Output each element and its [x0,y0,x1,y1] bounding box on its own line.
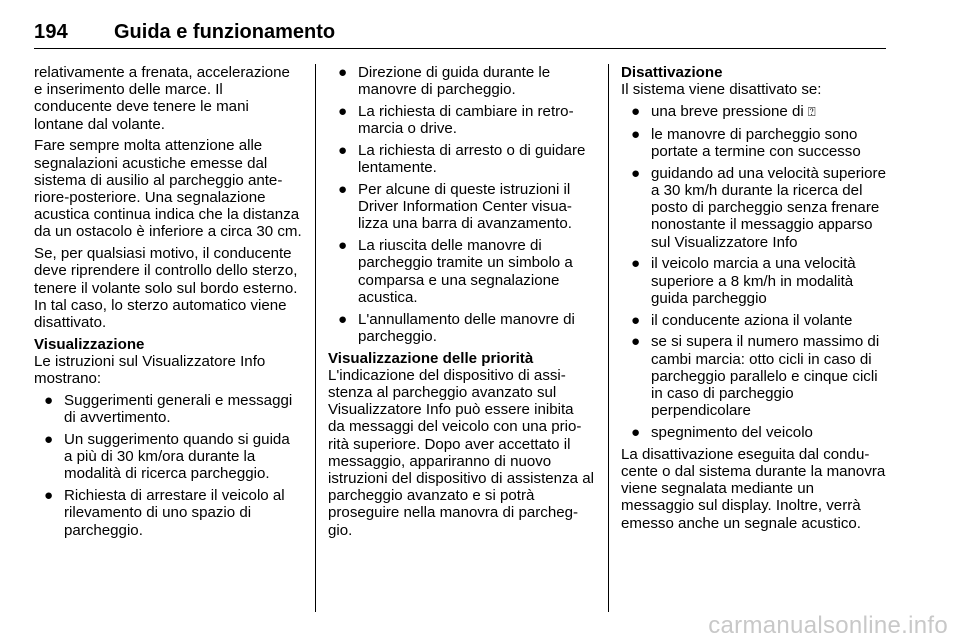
list-item [328,103,594,137]
bullet-icon: ● [631,424,641,442]
list-item [621,165,889,251]
list-item-text: Richiesta di arrestare il veicolo al rilevamento di uno spazio di parcheggio. [64,487,285,539]
bullet-icon: ● [631,255,641,273]
bullet-icon: ● [631,103,641,120]
bullet-icon: ● [338,181,348,198]
list-item-text: La richiesta di cambiare in retromarcia o drive. [358,103,574,138]
section-heading: Visualizzazione delle priorità [328,349,534,367]
list-item [328,311,594,345]
list-item-text: La richiesta di arresto o di guidare lentamente. [358,142,586,177]
list-item-text: Direzione di guida durante le manovre di parcheggio. [358,64,551,99]
section-heading: Disattivazione [621,64,723,81]
section-heading: Visualizzazione [34,335,145,353]
paragraph: Fare sempre molta attenzione alle segnalazioni acustiche emesse dal sistema di ausilio al parcheggio anteriore-posteriore. Una segnalazione acustica continua indica che la distanza da un ostacolo è inferiore a circa 30 cm. [34,137,302,241]
list-item-text: il veicolo marcia a una velocità superiore a 8 km/h in modalità guida parcheggio [651,255,856,307]
paragraph: relativamente a frenata, accelerazione e inserimento delle marce. Il conducente deve tenere le mani lontane dal volante. [34,64,290,133]
bullet-icon: ● [338,310,348,328]
paragraph: L'indicazione del dispositivo di assistenza al parcheggio avanzato sul Visualizzatore Info può essere inibita da messaggi del veicolo con una priorità superiore. Dopo aver accettato il messaggio, appariranno di nuovo istruzioni del dispositivo di assistenza al parcheggio avanzato e si potrà proseguire nella manovra di parcheggio. [328,366,594,539]
paragraph: Se, per qualsiasi motivo, il conducente deve riprendere il controllo dello sterzo, tenere il volante solo sul bordo esterno. In tal caso, lo sterzo automatico viene disattivato. [34,245,298,332]
bullet-icon: ● [631,311,641,329]
list-item [328,181,594,233]
parking-assist-icon: ⍰ [807,105,816,120]
page-number: 194 [34,21,68,43]
paragraph: La disattivazione eseguita dal conducente o dal sistema durante la manovra viene segnalata mediante un messaggio sul display. Inoltre, verrà emesso anche un segnale acustico. [621,445,886,532]
bullet-icon: ● [338,142,348,159]
column-left [34,64,302,543]
bullet-icon: ● [338,103,348,120]
bullet-icon: ● [338,237,348,255]
bullet-list [34,392,302,539]
list-item-text: spegnimento del veicolo [651,424,813,442]
bullet-icon: ● [338,64,348,81]
list-item [328,64,594,98]
list-item-text: Suggerimenti generali e messaggi di avvertimento. [64,392,293,427]
section-intro: Il sistema viene disattivato se: [621,81,822,99]
list-item [328,142,594,176]
list-item-text: se si supera il numero massimo di cambi marcia: otto cicli in caso di parcheggio parallelo e cinque cicli in caso di parcheggio perpendicolare [651,333,880,420]
list-item [621,255,889,307]
list-item [621,333,889,419]
list-item-text: il conducente aziona il volante [651,311,853,329]
bullet-icon: ● [631,164,641,182]
bullet-icon: ● [44,392,54,410]
column-divider [315,64,316,612]
bullet-list [621,103,889,441]
list-item [34,431,302,483]
bullet-icon: ● [631,125,641,143]
list-item [328,237,594,306]
list-item [34,392,302,426]
bullet-list [328,64,594,345]
list-item-text: Per alcune di queste istruzioni il Driver Information Center visualizza una barra di avanzamento. [358,181,572,233]
list-item-text: Un suggerimento quando si guida a più di 30 km/ora durante la modalità di ricerca parcheggio. [64,431,290,483]
list-item [621,126,889,160]
list-item-text: le manovre di parcheggio sono portate a termine con successo [651,125,861,160]
list-item-text: La riuscita delle manovre di parcheggio tramite un simbolo a comparsa e una segnalazione acustica. [358,237,573,306]
watermark: carmanualsonline.info [708,612,948,639]
column-middle [328,64,594,543]
list-item-text: L'annullamento delle manovre di parcheggio. [358,310,575,345]
section-intro: Le istruzioni sul Visualizzatore Info mostrano: [34,353,266,388]
list-item-text: una breve pressione di [651,103,804,120]
bullet-icon: ● [631,333,641,351]
column-divider [608,64,609,612]
column-right [621,64,889,536]
list-item [34,487,302,539]
list-item-text: guidando ad una velocità superiore a 30 km/h durante la ricerca del posto di parcheggio senza frenare nonostante il messaggio apparso sul Visualizzatore Info [651,164,886,251]
bullet-icon: ● [44,431,54,449]
header-divider [34,48,886,49]
list-item [621,424,889,441]
list-item [621,103,889,121]
list-item [621,312,889,329]
page-title: Guida e funzionamento [114,21,336,43]
bullet-icon: ● [44,487,54,505]
